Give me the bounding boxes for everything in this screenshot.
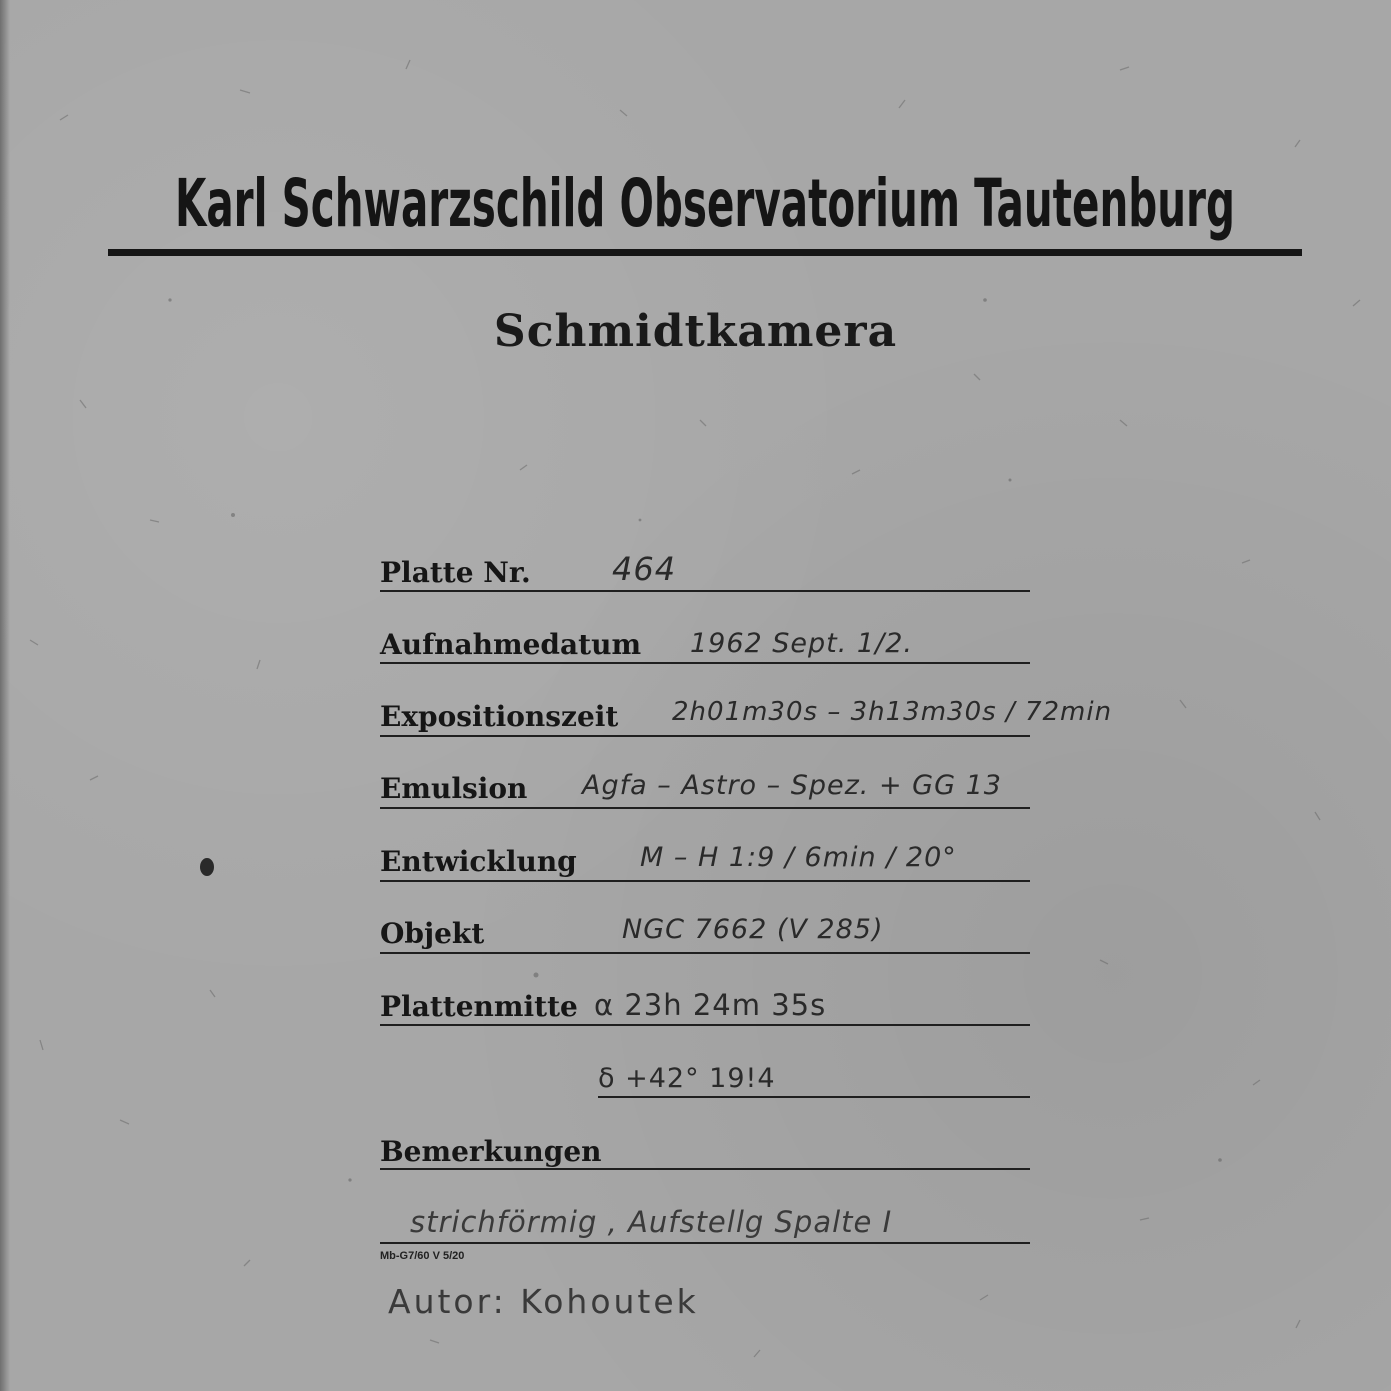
line-entwicklung: [380, 880, 1030, 882]
author-note: Autor: Kohoutek: [388, 1282, 699, 1321]
label-expositionszeit: Expositionszeit: [380, 700, 619, 733]
line-bemerkungen-text: [380, 1242, 1030, 1244]
label-aufnahmedatum: Aufnahmedatum: [380, 628, 642, 661]
label-bemerkungen: Bemerkungen: [380, 1135, 602, 1168]
subtitle: Schmidtkamera: [493, 306, 898, 357]
line-emulsion: [380, 807, 1030, 809]
value-aufnahmedatum: 1962 Sept. 1/2.: [690, 628, 913, 659]
value-expositionszeit: 2h01m30s – 3h13m30s / 72min: [672, 697, 1113, 727]
line-expositionszeit: [380, 735, 1030, 737]
value-emulsion: Agfa – Astro – Spez. + GG 13: [582, 770, 1002, 801]
card-edge-shadow: [0, 0, 10, 1391]
label-objekt: Objekt: [380, 917, 485, 950]
line-declination: [598, 1096, 1030, 1098]
value-plattenmitte-ra: α 23h 24m 35s: [594, 988, 827, 1022]
observatory-title: [108, 150, 1302, 242]
label-emulsion: Emulsion: [380, 772, 528, 805]
observatory-title-text: Karl Schwarzschild Observatorium Tautenburg: [175, 165, 1235, 242]
label-platte-nr: Platte Nr.: [380, 556, 531, 589]
line-objekt: [380, 952, 1030, 954]
value-entwicklung: M – H 1:9 / 6min / 20°: [640, 842, 957, 873]
value-plattenmitte-dec: δ +42° 19!4: [598, 1063, 776, 1094]
line-bemerkungen: [380, 1168, 1030, 1170]
label-plattenmitte: Plattenmitte: [380, 990, 578, 1023]
title-rule: [108, 249, 1302, 256]
line-aufnahmedatum: [380, 662, 1030, 664]
line-platte-nr: [380, 590, 1030, 592]
line-plattenmitte: [380, 1024, 1030, 1026]
label-entwicklung: Entwicklung: [380, 845, 577, 878]
value-bemerkungen: strichförmig , Aufstellg Spalte I: [410, 1205, 893, 1239]
value-platte-nr: 464: [612, 550, 677, 588]
ink-blot: [200, 858, 214, 876]
form-number: Mb-G7/60 V 5/20: [380, 1250, 465, 1262]
value-objekt: NGC 7662 (V 285): [622, 914, 884, 945]
